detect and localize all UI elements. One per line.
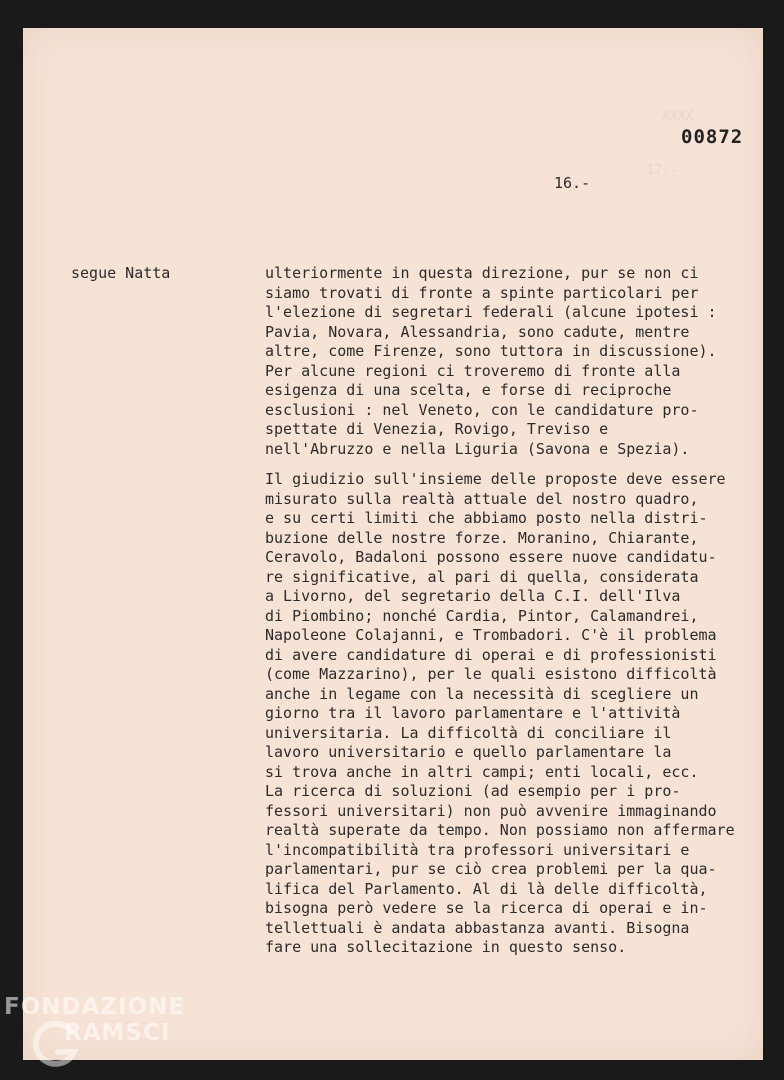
text-line: nell'Abruzzo e nella Liguria (Savona e Spezia). — [265, 439, 690, 458]
text-line: tellettuali è andata abbastanza avanti. Bisogna — [265, 918, 690, 937]
text-line: di avere candidature di operai e di professionisti — [265, 645, 717, 664]
speaker-label: segue Natta — [71, 264, 171, 282]
text-line: altre, come Firenze, sono tuttora in discussione). — [265, 342, 717, 360]
page-number: 16.- — [554, 174, 591, 192]
text-line: bisogna però vedere se la ricerca di operai e in- — [265, 899, 708, 917]
text-line: La ricerca di soluzioni (ad esempio per i pro- — [265, 782, 681, 800]
text-line: giorno tra il lavoro parlamentare e l'attività — [265, 704, 681, 722]
body-text — [265, 264, 765, 958]
text-line: realtà superate da tempo. Non possiamo non affermare — [265, 821, 735, 839]
text-line: anche in legame con la necessità di scegliere un — [265, 684, 699, 703]
watermark-logo — [4, 994, 185, 1046]
watermark-line-1: FONDAZIONE — [4, 994, 186, 1020]
text-line: universitaria. La difficoltà di conciliare il — [265, 723, 672, 742]
text-line: esclusioni : nel Veneto, con le candidature pro- — [265, 400, 699, 419]
watermark-line-2: RAMSCI — [64, 1020, 171, 1046]
text-line: l'elezione di segretari federali (alcune ipotesi : — [265, 303, 717, 321]
text-line: l'incompatibilità tra professori universitari e — [265, 840, 690, 859]
text-line: fare una sollecitazione in questo senso. — [265, 938, 627, 956]
text-line: siamo trovati di fronte a spinte particolari per — [265, 283, 699, 302]
document-page — [23, 28, 763, 1060]
document-number: 00872 — [681, 126, 744, 148]
text-line: si trova anche in altri campi; enti locali, ecc. — [265, 762, 699, 781]
text-line: lavoro universitario e quello parlamentare la — [265, 743, 672, 761]
text-line: di Piombino; nonché Cardia, Pintor, Calamandrei, — [265, 606, 699, 625]
text-line: Pavia, Novara, Alessandria, sono cadute, mentre — [265, 322, 690, 341]
paragraph-2 — [265, 470, 765, 958]
text-line: spettate di Venezia, Rovigo, Treviso e — [265, 420, 609, 438]
text-line: e su certi limiti che abbiamo posto nella distri- — [265, 509, 708, 527]
text-line: (come Mazzarino), per le quali esistono difficoltà — [265, 665, 717, 683]
paragraph-1 — [265, 264, 765, 459]
bleed-through-text: XXXX 17.- — [646, 109, 694, 178]
text-line: lifica del Parlamento. Al di là delle difficoltà, — [265, 879, 708, 898]
text-line: Napoleone Colajanni, e Trombadori. C'è il problema — [265, 626, 717, 644]
text-line: Il giudizio sull'insieme delle proposte deve essere — [265, 470, 726, 488]
text-line: esigenza di una scelta, e forse di reciproche — [265, 381, 672, 399]
text-line: buzione delle nostre forze. Moranino, Chiarante, — [265, 528, 699, 547]
text-line: parlamentari, pur se ciò crea problemi per la qua- — [265, 860, 717, 878]
text-line: ulteriormente in questa direzione, pur se non ci — [265, 264, 699, 282]
text-line: a Livorno, del segretario della C.I. dell'Ilva — [265, 587, 681, 605]
text-line: re significative, al pari di quella, considerata — [265, 567, 699, 586]
text-line: Ceravolo, Badaloni possono essere nuove candidatu- — [265, 548, 717, 566]
text-line: Per alcune regioni ci troveremo di fronte alla — [265, 361, 681, 380]
text-line: misurato sulla realtà attuale del nostro quadro, — [265, 489, 699, 508]
text-line: fessori universitari) non può avvenire immaginando — [265, 801, 717, 820]
